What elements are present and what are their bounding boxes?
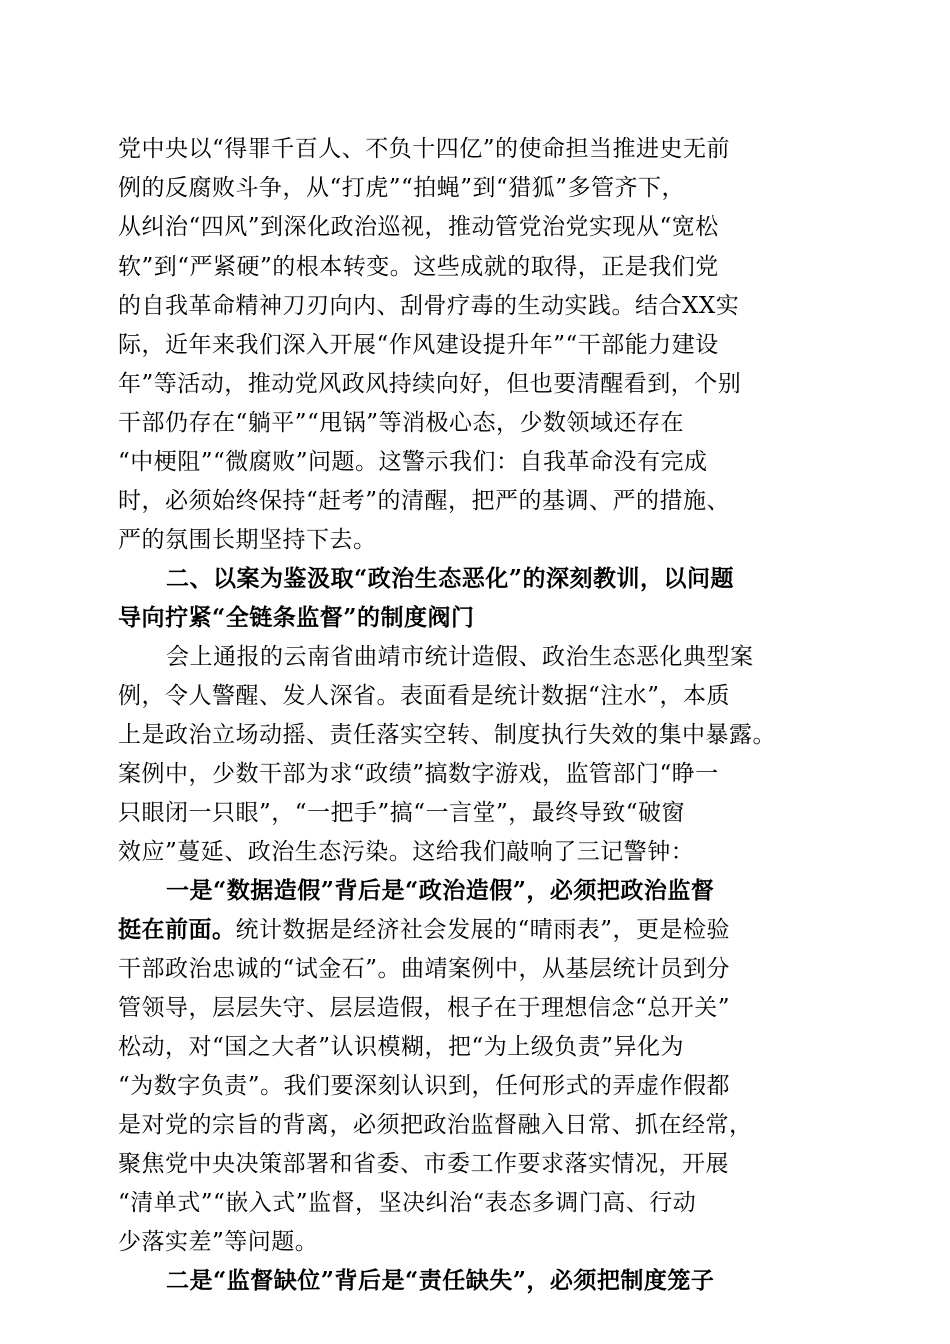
point-heading: 二是“监督缺位”背后是“责任缺失”，必须把制度笼子 (166, 1267, 715, 1294)
body-line: 从纠治“四风”到深化政治巡视，推动管党治党实现从“宽松 (118, 214, 719, 240)
body-line: 只眼闭一只眼”，“一把手”搞“一言堂”，最终导致“破窗 (118, 800, 686, 826)
body-line: 干部仍存在“躺平”“甩锅”等消极心态，少数领域还存在 (118, 410, 685, 436)
body-line: 严的氛围长期坚持下去。 (118, 527, 377, 553)
body-line: 上是政治立场动摇、责任落实空转、制度执行失效的集中暴露。 (118, 722, 776, 748)
point-heading: 一是“数据造假”背后是“政治造假”，必须把政治监督 (166, 877, 715, 904)
body-line: 松动，对“国之大者”认识模糊，把“为上级负责”异化为 (118, 1034, 685, 1060)
body-line: 时，必须始终保持“赶考”的清醒，把严的基调、严的措施、 (118, 488, 731, 514)
body-line: 会上通报的云南省曲靖市统计造假、政治生态恶化典型案 (166, 644, 754, 670)
body-line: 党中央以“得罪千百人、不负十四亿”的使命担当推进史无前 (118, 136, 731, 162)
body-line: 管领导，层层失守、层层造假，根子在于理想信念“总开关” (118, 995, 731, 1021)
body-line: 例的反腐败斗争，从“打虎”“拍蝇”到“猎狐”多管齐下， (118, 175, 686, 201)
body-line: 是对党的宗旨的背离，必须把政治监督融入日常、抓在经常， (118, 1112, 753, 1138)
body-line: “中梗阻”“微腐败”问题。这警示我们：自我革命没有完成 (118, 449, 708, 475)
body-line: 年”等活动，推动党风政风持续向好，但也要清醒看到，个别 (118, 371, 742, 397)
body-line: 软”到“严紧硬”的根本转变。这些成就的取得，正是我们党 (118, 254, 719, 280)
body-line (118, 915, 838, 945)
body-line: 例，令人警醒、发人深省。表面看是统计数据“注水”，本质 (118, 683, 731, 709)
point-heading-tail: 挺在前面。 (118, 916, 236, 943)
body-line: 少落实差”等问题。 (118, 1229, 319, 1255)
section-heading: 导向拧紧“全链条监督”的制度阀门 (118, 604, 475, 631)
body-line: 效应”蔓延、政治生态污染。这给我们敲响了三记警钟： (118, 839, 695, 865)
body-line: “为数字负责”。我们要深刻认识到，任何形式的弄虚作假都 (118, 1073, 731, 1099)
section-heading: 二、以案为鉴汲取“政治生态恶化”的深刻教训，以问题 (166, 565, 734, 592)
body-line: 案例中，少数干部为求“政绩”搞数字游戏，监管部门“睁一 (118, 761, 719, 787)
body-line: 的自我革命精神刀刃向内、刮骨疗毒的生动实践。结合XX实 (118, 293, 740, 319)
body-line: 干部政治忠诚的“试金石”。曲靖案例中，从基层统计员到分 (118, 956, 731, 982)
point-text: 统计数据是经济社会发展的“晴雨表”，更是检验 (235, 917, 731, 943)
body-line: 聚焦党中央决策部署和省委、市委工作要求落实情况，开展 (118, 1151, 729, 1177)
body-line: “清单式”“嵌入式”监督，坚决纠治“表态多调门高、行动 (118, 1190, 697, 1216)
body-line: 际，近年来我们深入开展“作风建设提升年”“干部能力建设 (118, 332, 719, 358)
